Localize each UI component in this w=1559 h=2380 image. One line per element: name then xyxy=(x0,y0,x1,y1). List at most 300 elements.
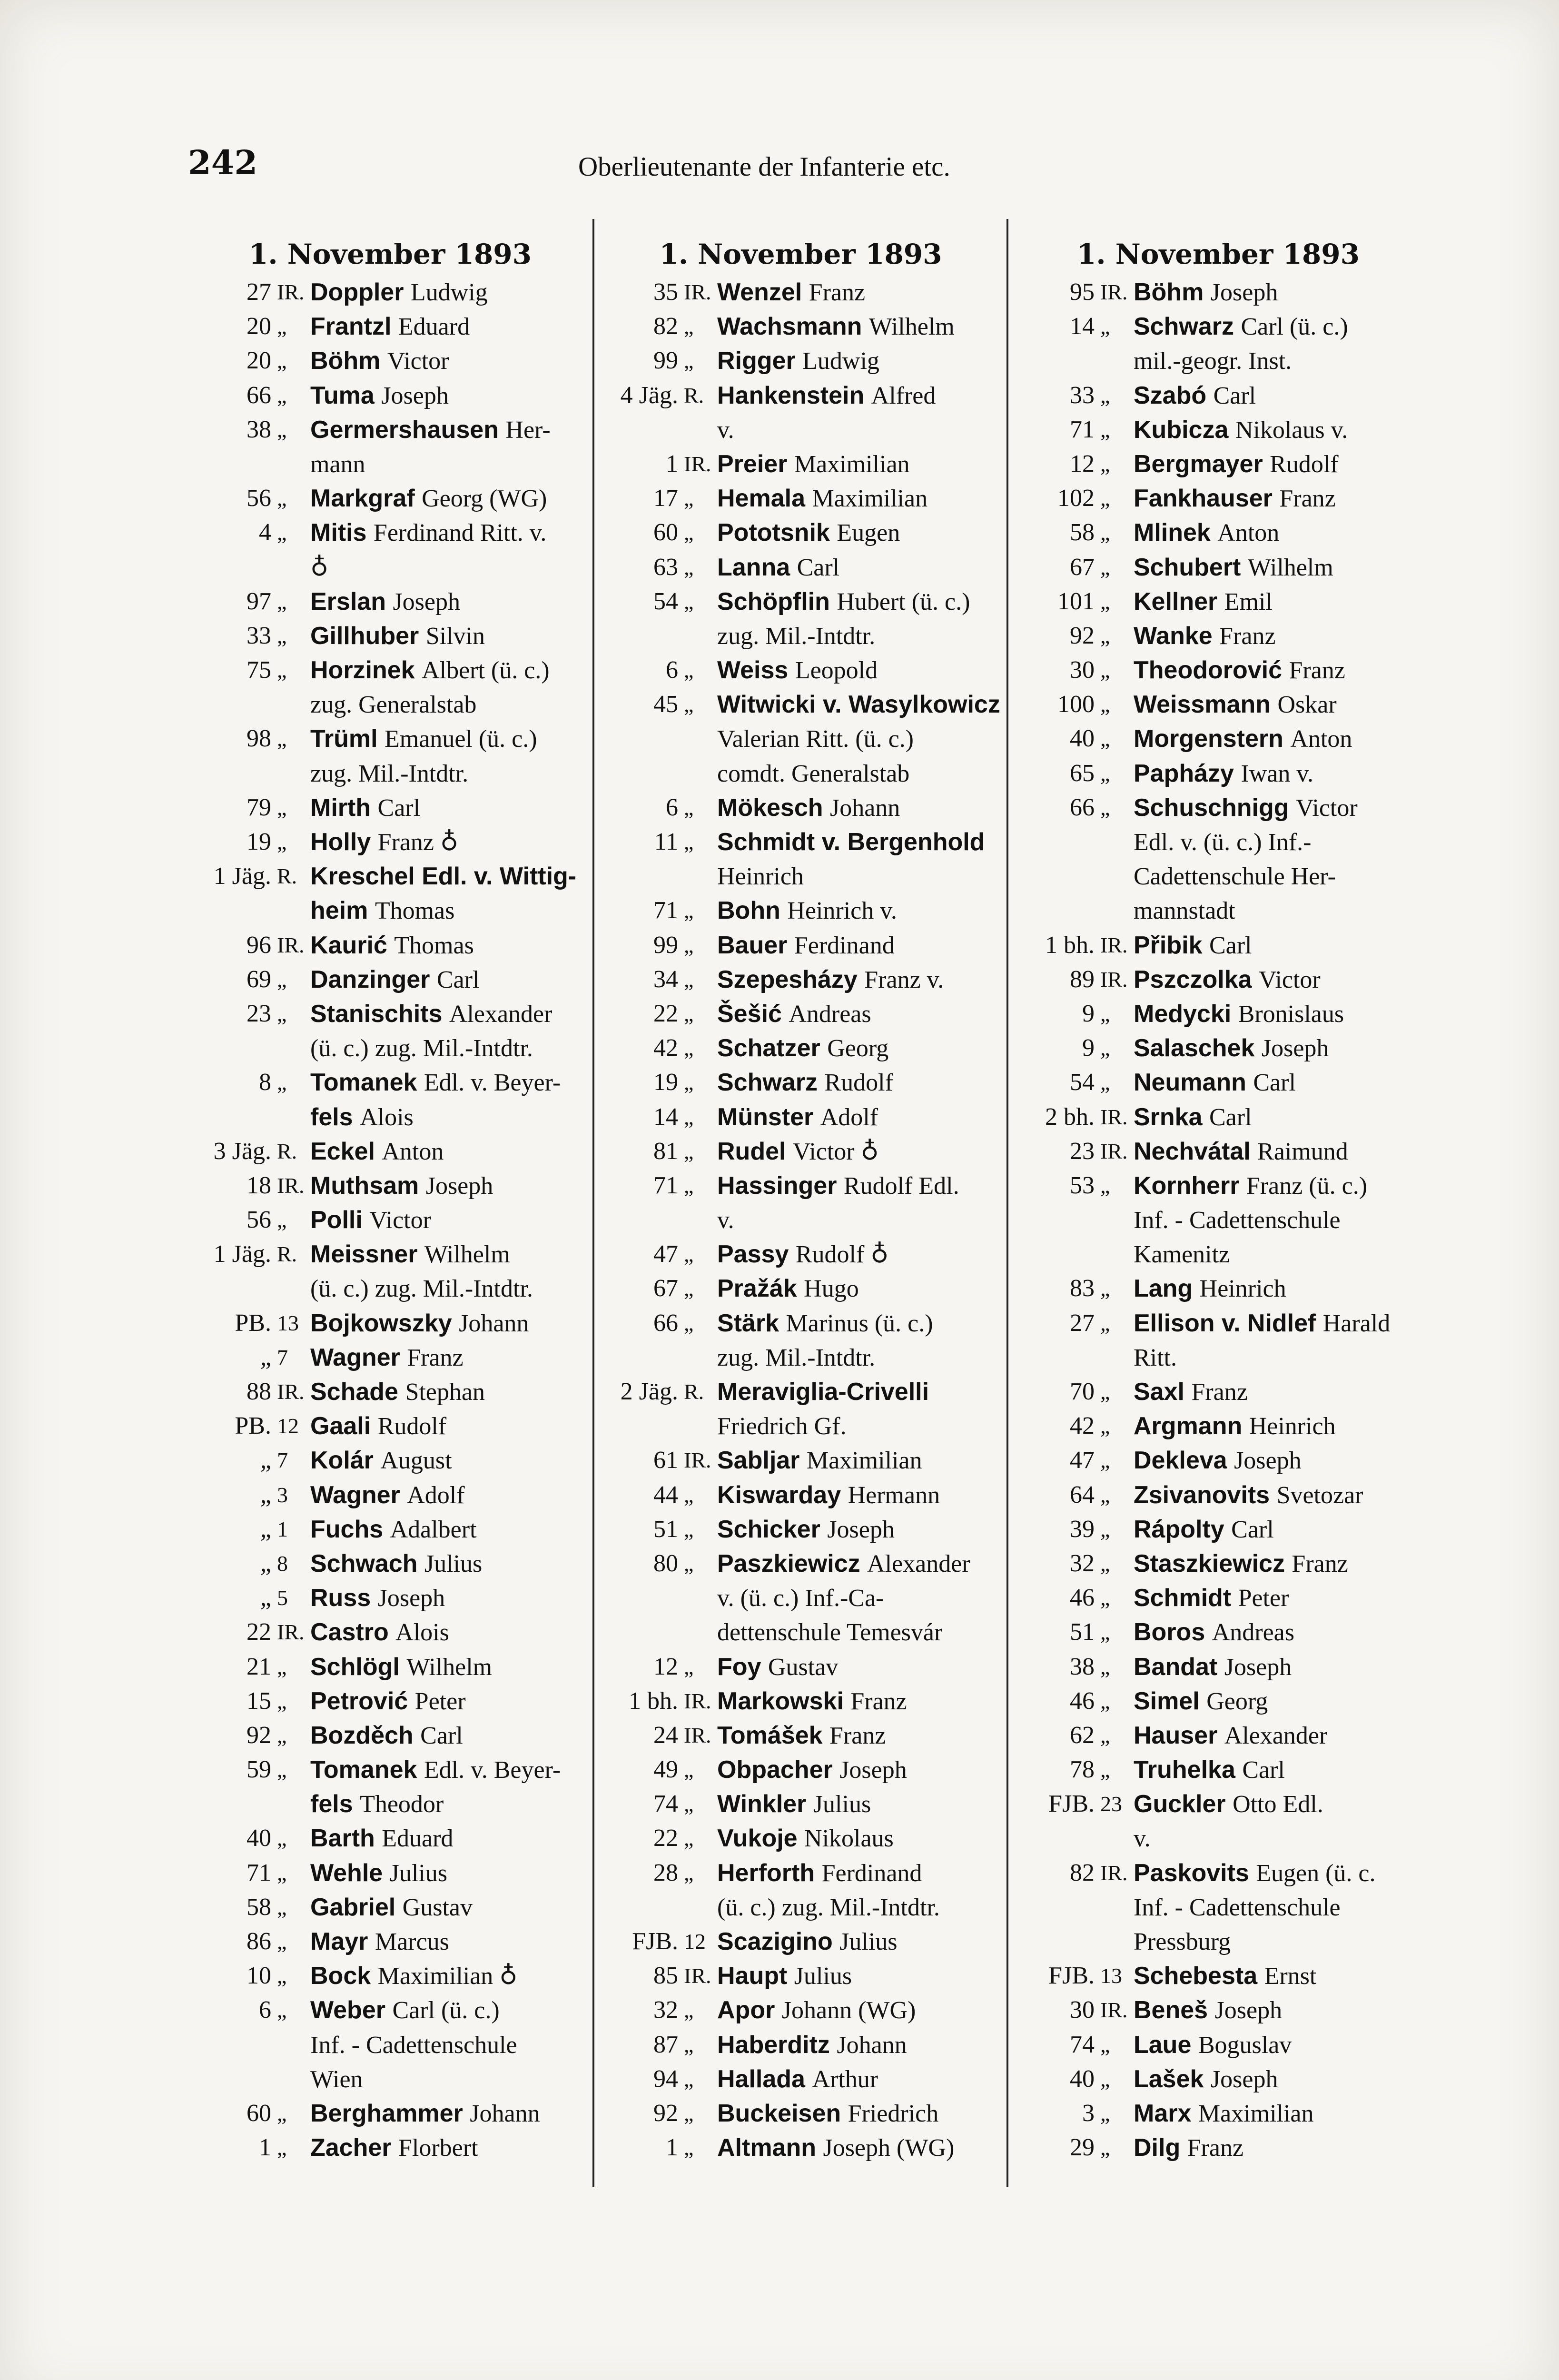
unit-number: 75 xyxy=(247,656,271,684)
unit-type: „ xyxy=(1100,1310,1110,1335)
list-entry xyxy=(190,309,590,344)
entry-text xyxy=(712,1856,1004,1890)
unit-number: 58 xyxy=(1070,519,1095,546)
given-name: Alois xyxy=(395,1619,449,1646)
given-name: Cadettenschule Her- xyxy=(1134,863,1336,891)
unit-type: „ xyxy=(1100,589,1110,614)
unit-type: „ xyxy=(684,2135,694,2160)
list-entry xyxy=(1014,1615,1423,1649)
unit-number: 4 Jäg. xyxy=(620,381,678,409)
list-entry xyxy=(190,378,590,413)
entry-text xyxy=(712,825,1004,859)
unit-type: „ xyxy=(1100,2101,1110,2125)
entry-text xyxy=(1129,1787,1423,1821)
unit-type: „ xyxy=(684,555,694,579)
surname: Schebesta xyxy=(1134,1962,1258,1990)
given-name: Joseph xyxy=(1210,279,1278,306)
list-entry xyxy=(1014,2131,1423,2165)
given-name: Inf. - Cadettenschule xyxy=(310,2031,517,2059)
given-name: Alexander xyxy=(867,1550,970,1577)
list-entry xyxy=(597,275,1004,309)
unit-number: PB. xyxy=(235,1309,271,1337)
unit-type: IR. xyxy=(1100,1998,1128,2023)
surname: Wenzel xyxy=(717,278,802,306)
surname: Trüml xyxy=(310,725,378,753)
entry-text xyxy=(1129,962,1423,997)
unit-type: IR. xyxy=(277,1379,305,1404)
unit-number: 56 xyxy=(247,485,271,512)
unit-type: „ xyxy=(1100,795,1110,820)
surname: Russ xyxy=(310,1584,371,1612)
running-title: Oberlieutenante der Infanterie etc. xyxy=(578,152,950,182)
entry-text xyxy=(712,1134,1004,1169)
given-name: Oskar xyxy=(1277,691,1337,719)
given-name: zug. Mil.-Intdtr. xyxy=(717,1344,876,1371)
list-entry xyxy=(1014,1650,1423,1684)
list-entry xyxy=(190,722,590,756)
list-entry xyxy=(597,1478,1004,1512)
entry-text xyxy=(1129,1031,1423,1065)
given-name: Kamenitz xyxy=(1134,1241,1230,1269)
entry-text xyxy=(306,1547,590,1581)
unit-number: 82 xyxy=(653,313,678,340)
list-entry xyxy=(597,1890,1004,1924)
surname: Fuchs xyxy=(310,1515,384,1543)
unit-type: IR. xyxy=(277,932,305,957)
surname: Schwach xyxy=(310,1549,418,1577)
unit-type: „ xyxy=(1100,1036,1110,1061)
surname: Wehle xyxy=(310,1859,383,1887)
surname: Srnka xyxy=(1134,1103,1203,1131)
given-name: Edl. v. (ü. c.) Inf.- xyxy=(1134,829,1312,856)
unit-number: 40 xyxy=(1070,725,1095,753)
given-name: Ferdinand xyxy=(794,932,895,959)
given-name: zug. Mil.-Intdtr. xyxy=(717,622,876,650)
surname: Dilg xyxy=(1134,2134,1181,2162)
surname: Hallada xyxy=(717,2065,805,2093)
unit-number: 92 xyxy=(247,1721,271,1749)
unit-number: 29 xyxy=(1070,2134,1095,2162)
unit-number: 81 xyxy=(653,1137,678,1165)
unit-type: IR. xyxy=(1100,1139,1128,1163)
entry-text xyxy=(1129,1959,1423,1993)
unit-type: „ xyxy=(277,383,287,407)
entry-text xyxy=(1129,1650,1423,1684)
surname: Schwarz xyxy=(717,1069,818,1097)
given-name: Heinrich xyxy=(1199,1275,1286,1303)
entry-text xyxy=(306,1065,590,1100)
surname: Paszkiewicz xyxy=(717,1549,860,1577)
given-name: (ü. c.) zug. Mil.-Intdtr. xyxy=(310,1035,533,1062)
surname: Buckeisen xyxy=(717,2099,841,2127)
list-entry xyxy=(1014,756,1423,791)
list-entry xyxy=(190,859,590,893)
surname: Truhelka xyxy=(1134,1756,1235,1784)
unit-number: 1 xyxy=(259,2134,271,2162)
unit-number: 92 xyxy=(653,2099,678,2127)
list-entry xyxy=(1014,687,1423,722)
given-name: Friedrich xyxy=(848,2100,939,2127)
unit-number: 96 xyxy=(247,931,271,959)
unit-number: 1 xyxy=(666,2134,678,2162)
unit-number: 74 xyxy=(653,1790,678,1818)
entry-text xyxy=(712,997,1004,1031)
entry-text xyxy=(1129,1409,1423,1443)
entry-text xyxy=(712,1065,1004,1100)
surname: Kornherr xyxy=(1134,1171,1240,1200)
given-name: Carl xyxy=(436,966,480,993)
list-entry xyxy=(190,619,590,653)
entry-text xyxy=(712,791,1004,825)
given-name: Ferdinand xyxy=(821,1859,922,1887)
unit-type: R. xyxy=(277,1139,297,1163)
unit-type: „ xyxy=(277,1070,287,1095)
list-entry xyxy=(190,1753,590,1787)
unit-number: 4 xyxy=(259,519,271,546)
list-entry xyxy=(597,2096,1004,2131)
given-name: Joseph xyxy=(827,1516,895,1543)
unit-type: IR. xyxy=(277,1620,305,1645)
unit-number: 95 xyxy=(1070,278,1095,306)
given-name: Alois xyxy=(360,1103,414,1131)
unit-type: „ xyxy=(1100,623,1110,648)
list-entry xyxy=(597,619,1004,653)
entry-text xyxy=(306,1443,590,1478)
unit-type: R. xyxy=(684,1379,704,1404)
given-name: Carl (ü. c.) xyxy=(392,1997,500,2024)
list-entry xyxy=(597,928,1004,962)
given-name: Georg (WG) xyxy=(422,485,547,513)
given-name: Wien xyxy=(310,2065,363,2093)
surname: Laue xyxy=(1134,2031,1192,2059)
entry-text xyxy=(712,1271,1004,1306)
given-name: dettenschule Temesvár xyxy=(717,1619,943,1646)
given-name: Eugen xyxy=(837,519,900,547)
surname: Bozděch xyxy=(310,1721,414,1749)
surname: Schlögl xyxy=(310,1653,400,1681)
entry-text xyxy=(712,928,1004,962)
list-entry xyxy=(190,1203,590,1237)
entry-text xyxy=(1129,1890,1423,1924)
given-name: Andreas xyxy=(1212,1619,1294,1646)
unit-number: 19 xyxy=(247,828,271,855)
surname: Šešić xyxy=(717,1000,782,1028)
unit-type: „ xyxy=(1100,1173,1110,1198)
surname: Simel xyxy=(1134,1687,1200,1715)
unit-type: „ xyxy=(277,1723,287,1747)
surname: Markowski xyxy=(717,1687,844,1715)
unit-type: „ xyxy=(684,1276,694,1301)
unit-number: 79 xyxy=(247,793,271,821)
list-entry xyxy=(597,1684,1004,1718)
unit-type: 8 xyxy=(277,1551,288,1576)
unit-number: 1 bh. xyxy=(1045,931,1095,959)
list-entry xyxy=(597,962,1004,997)
unit-type: „ xyxy=(277,623,287,648)
unit-number: 22 xyxy=(653,1000,678,1027)
column-divider xyxy=(1006,219,1008,2187)
list-entry xyxy=(190,756,590,791)
list-entry xyxy=(1014,344,1423,378)
given-name: Maximilian xyxy=(1198,2100,1314,2127)
entry-text xyxy=(1129,1684,1423,1718)
list-entry xyxy=(190,1718,590,1753)
given-name: Franz xyxy=(829,1722,886,1749)
unit-type: 3 xyxy=(277,1482,288,1507)
entry-text xyxy=(712,481,1004,516)
surname: Papházy xyxy=(1134,759,1234,787)
entry-text xyxy=(712,962,1004,997)
unit-type: „ xyxy=(1100,2135,1110,2160)
unit-type: IR. xyxy=(1100,280,1128,304)
entry-text xyxy=(712,1443,1004,1478)
entry-text xyxy=(712,378,1004,413)
entry-text xyxy=(306,997,590,1031)
entry-text xyxy=(306,1787,590,1821)
surname: Weber xyxy=(310,1996,385,2024)
given-name: mann xyxy=(310,450,365,478)
entry-text xyxy=(1129,1065,1423,1100)
entry-text xyxy=(306,447,590,481)
given-name: Her- xyxy=(505,416,551,444)
list-entry xyxy=(1014,653,1423,687)
entry-text xyxy=(1129,1237,1423,1271)
list-entry xyxy=(1014,825,1423,859)
surname: Stärk xyxy=(717,1309,780,1337)
list-entry xyxy=(1014,447,1423,481)
given-name: Anton xyxy=(1290,725,1352,753)
unit-number: 23 xyxy=(1070,1137,1095,1165)
unit-number: 88 xyxy=(247,1378,271,1405)
surname: Wagner xyxy=(310,1481,400,1509)
list-entry xyxy=(597,1856,1004,1890)
surname: Kellner xyxy=(1134,587,1218,615)
given-name: Ludwig xyxy=(410,279,488,306)
given-name: Joseph xyxy=(1224,1653,1292,1681)
given-name: Franz xyxy=(1289,657,1345,684)
surname: Schicker xyxy=(717,1515,820,1543)
unit-type: „ xyxy=(1100,1654,1110,1679)
unit-number: 66 xyxy=(1070,793,1095,821)
unit-type: „ xyxy=(277,1688,287,1713)
list-entry xyxy=(190,825,590,859)
entry-text xyxy=(712,1237,1004,1271)
entry-text xyxy=(1129,1478,1423,1512)
list-entry xyxy=(1014,619,1423,653)
unit-type: „ xyxy=(1100,1620,1110,1645)
column-lines xyxy=(1014,275,1423,2165)
entry-text xyxy=(712,722,1004,756)
entry-text xyxy=(712,619,1004,653)
entry-text xyxy=(306,687,590,722)
list-entry xyxy=(1014,1100,1423,1134)
given-name: Friedrich Gf. xyxy=(717,1413,847,1440)
unit-number: 102 xyxy=(1057,485,1095,512)
unit-number: 1 xyxy=(666,450,678,477)
entry-text xyxy=(1129,1306,1423,1340)
unit-number: 8 xyxy=(259,1069,271,1096)
unit-type: IR. xyxy=(1100,1860,1128,1885)
unit-number: 80 xyxy=(653,1549,678,1577)
given-name: Raimund xyxy=(1257,1138,1348,1165)
unit-type: „ xyxy=(277,486,287,511)
surname: Eckel xyxy=(310,1137,375,1165)
unit-type: „ xyxy=(277,658,287,683)
unit-type: „ xyxy=(684,1792,694,1816)
list-entry xyxy=(190,275,590,309)
surname: Bojkowszky xyxy=(310,1309,452,1337)
entry-text xyxy=(1129,2028,1423,2062)
unit-type: 12 xyxy=(684,1929,706,1954)
entry-text xyxy=(712,2131,1004,2165)
surname: Schatzer xyxy=(717,1034,820,1062)
list-entry xyxy=(1014,378,1423,413)
entry-text xyxy=(306,1134,590,1169)
surname: Altmann xyxy=(717,2134,816,2162)
entry-text xyxy=(306,378,590,413)
list-entry xyxy=(597,859,1004,893)
list-entry xyxy=(597,825,1004,859)
surname: Erslan xyxy=(310,587,386,615)
given-name: Joseph xyxy=(1210,2065,1278,2093)
surname: Hemala xyxy=(717,485,805,513)
unit-type: „ xyxy=(684,1654,694,1679)
entry-text xyxy=(712,1959,1004,1993)
surname: Bock xyxy=(310,1962,371,1990)
given-name: Alexander xyxy=(449,1000,553,1028)
unit-type: IR. xyxy=(684,1964,711,1988)
unit-number: 22 xyxy=(247,1618,271,1646)
list-entry xyxy=(1014,1547,1423,1581)
given-name: Joseph xyxy=(1214,1997,1283,2024)
unit-type: R. xyxy=(277,1242,297,1267)
entry-text xyxy=(712,1581,1004,1615)
surname: Schöpflin xyxy=(717,587,830,615)
unit-number: 3 xyxy=(1082,2099,1095,2127)
list-entry xyxy=(1014,791,1423,825)
unit-number: „ xyxy=(260,1343,271,1371)
entry-text xyxy=(306,1581,590,1615)
unit-number: 45 xyxy=(653,691,678,718)
surname: Pražák xyxy=(717,1275,797,1303)
list-entry xyxy=(190,550,590,585)
surname: Barth xyxy=(310,1825,375,1853)
surname: Herforth xyxy=(717,1859,815,1887)
unit-type: „ xyxy=(1100,2066,1110,2091)
given-name: Maximilian xyxy=(794,450,910,478)
unit-type: 7 xyxy=(277,1345,288,1369)
surname: Beneš xyxy=(1134,1996,1208,2024)
entry-text xyxy=(306,1718,590,1753)
unit-number: 92 xyxy=(1070,622,1095,649)
list-entry xyxy=(1014,1169,1423,1203)
unit-number: 10 xyxy=(247,1962,271,1990)
unit-type: „ xyxy=(277,1757,287,1782)
given-name: Wilhelm xyxy=(1247,554,1333,581)
entry-text xyxy=(712,893,1004,928)
unit-number: 44 xyxy=(653,1481,678,1508)
list-entry xyxy=(597,1821,1004,1855)
list-entry xyxy=(1014,722,1423,756)
list-entry xyxy=(190,653,590,687)
entry-text xyxy=(306,1271,590,1306)
list-entry xyxy=(597,344,1004,378)
unit-type: „ xyxy=(1100,1448,1110,1473)
entry-text xyxy=(1129,1856,1423,1890)
unit-number: 19 xyxy=(653,1069,678,1096)
unit-number: 100 xyxy=(1057,691,1095,718)
unit-number: „ xyxy=(260,1515,271,1543)
surname: Petrović xyxy=(310,1687,408,1715)
surname: Argmann xyxy=(1134,1412,1243,1440)
entry-text xyxy=(712,1169,1004,1203)
unit-number: 82 xyxy=(1070,1859,1095,1886)
surname: Schmidt xyxy=(1134,1584,1232,1612)
entry-text xyxy=(306,1890,590,1924)
unit-number: 2 Jäg. xyxy=(620,1378,678,1405)
unit-type: „ xyxy=(684,2066,694,2091)
unit-type: 1 xyxy=(277,1517,288,1541)
unit-type: „ xyxy=(1100,451,1110,476)
list-entry xyxy=(190,1959,590,1993)
given-name: Svetozar xyxy=(1276,1481,1363,1509)
given-name: Hermann xyxy=(848,1481,940,1509)
unit-type: „ xyxy=(277,1998,287,2023)
unit-type: „ xyxy=(277,314,287,339)
list-entry xyxy=(1014,1271,1423,1306)
entry-text xyxy=(712,1409,1004,1443)
unit-type: IR. xyxy=(684,280,711,304)
entry-text xyxy=(712,1821,1004,1855)
given-name: Maximilian xyxy=(812,485,928,513)
surname: Zsivanovits xyxy=(1134,1481,1270,1509)
entry-text xyxy=(306,653,590,687)
surname: Szabó xyxy=(1134,381,1207,409)
entry-text xyxy=(1129,275,1423,309)
list-entry xyxy=(597,378,1004,413)
given-name: Carl xyxy=(1209,1103,1252,1131)
unit-type: IR. xyxy=(1100,967,1128,992)
list-entry xyxy=(190,2028,590,2062)
entry-text xyxy=(306,859,590,893)
unit-number: 66 xyxy=(247,381,271,409)
list-entry xyxy=(597,585,1004,619)
unit-type: „ xyxy=(684,898,694,923)
unit-number: 27 xyxy=(247,278,271,306)
given-name: v. xyxy=(717,416,734,444)
given-name: Rudolf ♁ xyxy=(795,1241,889,1269)
surname: Kolár xyxy=(310,1447,374,1475)
unit-number: 9 xyxy=(1082,1000,1095,1027)
surname: Kiswarday xyxy=(717,1481,841,1509)
unit-number: 39 xyxy=(1070,1515,1095,1543)
given-name: Ernst xyxy=(1264,1963,1317,1990)
surname: Mitis xyxy=(310,519,367,547)
unit-type: IR. xyxy=(1100,1104,1128,1129)
list-entry xyxy=(190,1134,590,1169)
unit-type: „ xyxy=(1100,1551,1110,1576)
surname: Pszczolka xyxy=(1134,965,1252,993)
list-entry xyxy=(190,962,590,997)
given-name: Florbert xyxy=(398,2134,478,2162)
given-name: Silvin xyxy=(425,622,485,650)
list-entry xyxy=(1014,1718,1423,1753)
given-name: Leopold xyxy=(795,657,878,684)
given-name: Johann xyxy=(470,2100,540,2127)
list-entry xyxy=(190,1684,590,1718)
unit-type: „ xyxy=(684,658,694,683)
list-entry xyxy=(597,1340,1004,1375)
